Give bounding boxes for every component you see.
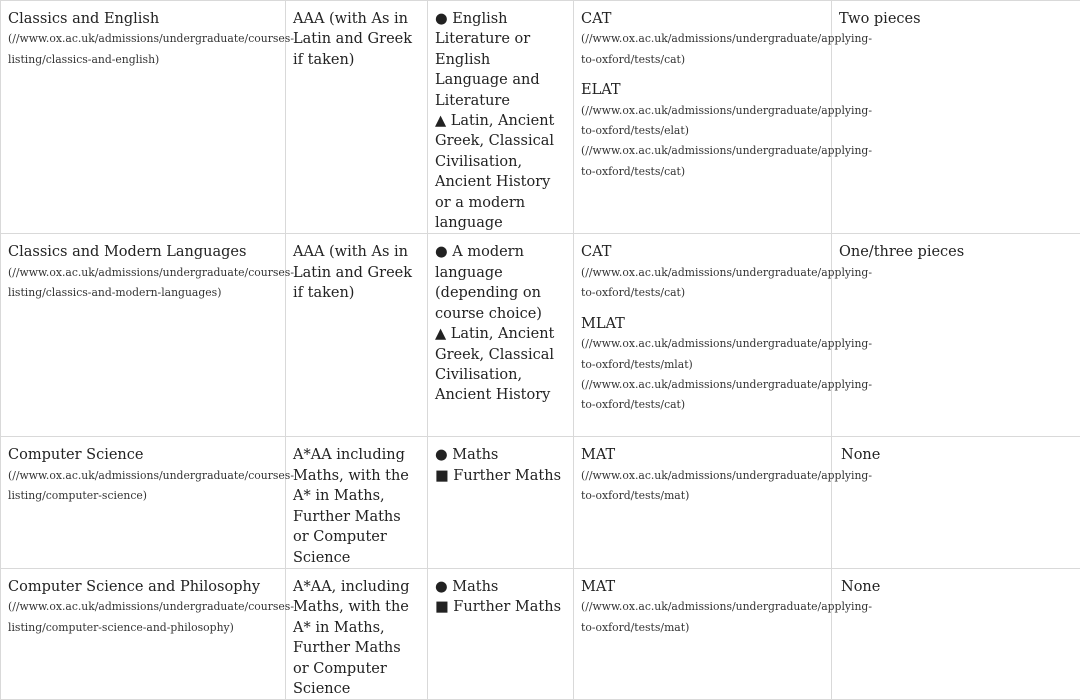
- test-block: [581, 445, 824, 506]
- requirements-cell: [286, 568, 428, 699]
- test-block: [581, 242, 824, 303]
- written-work-text: None: [841, 447, 880, 463]
- requirements-cell: [286, 437, 428, 568]
- requirements-text: Further Maths or Computer Science: [293, 507, 420, 568]
- test-link[interactable]: (//www.ox.ac.uk/admissions/undergraduate/applying-to-oxford/tests/mat): [581, 597, 824, 638]
- test-link[interactable]: (//www.ox.ac.uk/admissions/undergraduate/applying-to-oxford/tests/cat): [581, 29, 824, 70]
- test-link[interactable]: (//www.ox.ac.uk/admissions/undergraduate/applying-to-oxford/tests/mat): [581, 466, 824, 507]
- test-block: [581, 577, 824, 638]
- test-name: MLAT: [581, 314, 824, 334]
- requirements-text: AAA (with As in Latin and Greek if taken): [293, 244, 412, 301]
- test-block: [581, 80, 824, 182]
- further-subject: ■ Further Maths: [435, 597, 566, 617]
- required-subject: ● English Literature or English Language and Literature: [435, 9, 566, 111]
- course-cell: [1, 1, 286, 234]
- tests-cell: [574, 568, 832, 699]
- course-link[interactable]: (//www.ox.ac.uk/admissions/undergraduate/courses-listing/computer-science-and-philosophy): [8, 597, 278, 638]
- course-link[interactable]: (//www.ox.ac.uk/admissions/undergraduate/courses-listing/computer-science): [8, 466, 278, 507]
- tests-cell: [574, 437, 832, 568]
- tests-cell: [574, 1, 832, 234]
- test-name: MAT: [581, 577, 824, 597]
- table-row: [1, 1, 1080, 234]
- course-cell: [1, 568, 286, 699]
- written-work-cell: [832, 234, 1080, 437]
- course-name: Classics and Modern Languages: [8, 242, 278, 262]
- tests-cell: [574, 234, 832, 437]
- test-link[interactable]: (//www.ox.ac.uk/admissions/undergraduate/applying-to-oxford/tests/cat): [581, 375, 824, 416]
- recommended-subject: ▲ Latin, Ancient Greek, Classical Civilisation, Ancient History: [435, 324, 566, 406]
- subjects-cell: [428, 1, 574, 234]
- test-block: [581, 9, 824, 70]
- recommended-subject: ▲ Latin, Ancient Greek, Classical Civilisation, Ancient History or a modern language: [435, 111, 566, 233]
- requirements-text: AAA (with As in Latin and Greek if taken): [293, 11, 412, 68]
- requirements-cell: [286, 1, 428, 234]
- requirements-text: A*AA including Maths, with the A* in Maths,: [293, 445, 420, 506]
- test-name: ELAT: [581, 80, 824, 100]
- test-link[interactable]: (//www.ox.ac.uk/admissions/undergraduate/applying-to-oxford/tests/elat): [581, 101, 824, 142]
- course-name: Computer Science: [8, 445, 278, 465]
- table-row: [1, 568, 1080, 699]
- requirements-cell: [286, 234, 428, 437]
- course-name: Classics and English: [8, 9, 278, 29]
- table-row: [1, 437, 1080, 568]
- subjects-cell: [428, 234, 574, 437]
- course-link[interactable]: (//www.ox.ac.uk/admissions/undergraduate/courses-listing/classics-and-modern-languages): [8, 263, 278, 304]
- course-name: Computer Science and Philosophy: [8, 577, 278, 597]
- further-subject: ■ Further Maths: [435, 466, 566, 486]
- subjects-cell: [428, 437, 574, 568]
- course-cell: [1, 437, 286, 568]
- written-work-text: Two pieces: [839, 11, 921, 27]
- test-link[interactable]: (//www.ox.ac.uk/admissions/undergraduate/applying-to-oxford/tests/cat): [581, 263, 824, 304]
- required-subject: ● A modern language (depending on course choice): [435, 242, 566, 324]
- written-work-text: None: [841, 579, 880, 595]
- written-work-text: One/three pieces: [839, 244, 964, 260]
- written-work-cell: [832, 437, 1080, 568]
- course-cell: [1, 234, 286, 437]
- table-row: [1, 234, 1080, 437]
- test-link[interactable]: (//www.ox.ac.uk/admissions/undergraduate/applying-to-oxford/tests/mlat): [581, 334, 824, 375]
- required-subject: ● Maths: [435, 577, 566, 597]
- required-subject: ● Maths: [435, 445, 566, 465]
- test-link[interactable]: (//www.ox.ac.uk/admissions/undergraduate/applying-to-oxford/tests/cat): [581, 141, 824, 182]
- requirements-text: A*AA, including Maths, with the A* in Maths, Further Maths or Computer Science: [293, 579, 410, 697]
- test-name: CAT: [581, 9, 824, 29]
- written-work-cell: [832, 568, 1080, 699]
- test-block: [581, 314, 824, 416]
- test-name: CAT: [581, 242, 824, 262]
- subjects-cell: [428, 568, 574, 699]
- course-link[interactable]: (//www.ox.ac.uk/admissions/undergraduate/courses-listing/classics-and-english): [8, 29, 278, 70]
- test-name: MAT: [581, 445, 824, 465]
